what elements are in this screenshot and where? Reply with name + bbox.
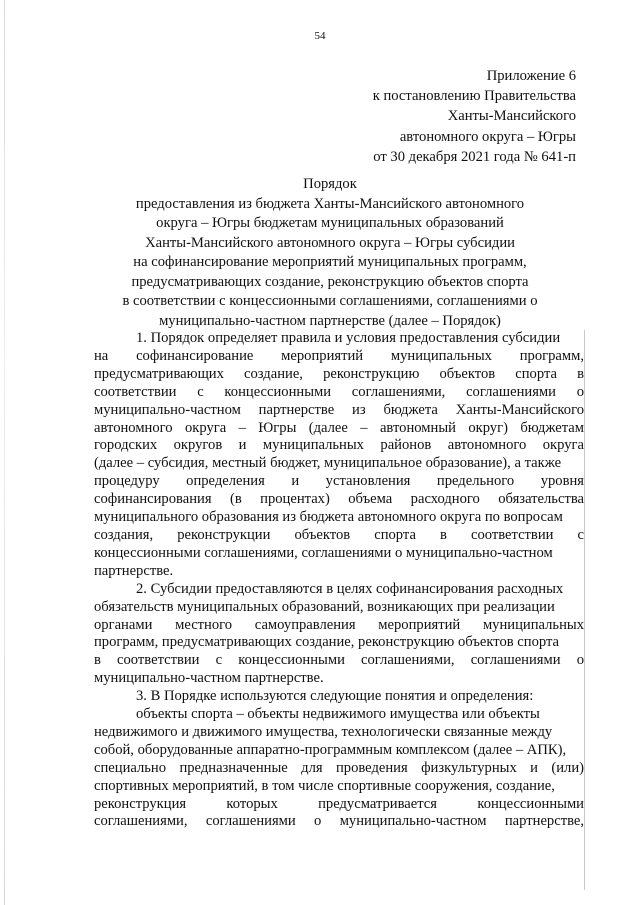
- text-line: органами местного самоуправления мероприятий муниципальных: [94, 616, 584, 633]
- title-line: Порядок: [303, 176, 357, 192]
- text-line: муниципально-частном партнерстве из бюджета Ханты-Мансийского: [94, 401, 584, 418]
- title-line: округа – Югры бюджетам муниципальных образований: [156, 215, 504, 231]
- text-line: автономного округа – Югры (далее – автономный округ) бюджетам: [94, 419, 584, 436]
- title-line: в соответствии с концессионными соглашениями, соглашениями о: [122, 293, 538, 309]
- title-line: на софинансирование мероприятий муниципальных программ,: [133, 254, 527, 270]
- appendix-line: Ханты-Мансийского: [447, 108, 576, 125]
- page-number: 54: [314, 30, 326, 42]
- document-title: [80, 175, 580, 331]
- text-line: 2. Субсидии предоставляются в целях софинансирования расходных: [136, 580, 564, 597]
- text-line: процедуру определения и установления предельного уровня: [94, 473, 584, 490]
- text-line: софинансирования (в процентах) объема расходного обязательства: [94, 491, 584, 508]
- text-line: муниципального образования из бюджета автономного округа по вопросам: [94, 509, 563, 526]
- appendix-line: от 30 декабря 2021 года № 641-п: [373, 148, 576, 165]
- text-line: концессионными соглашениями, соглашениями о муниципально-частном: [94, 544, 553, 561]
- title-line: предусматривающих создание, реконструкцию объектов спорта: [131, 273, 529, 290]
- text-line: объекты спорта – объекты недвижимого имущества или объекты: [136, 706, 540, 723]
- text-line: собой, оборудованные аппаратно-программным комплексом (далее – АПК),: [94, 741, 567, 758]
- text-line: предусматривающих создание, реконструкцию объектов спорта в: [94, 365, 584, 382]
- title-line: Ханты-Мансийского автономного округа – Югры субсидии: [145, 234, 515, 251]
- title-line: муниципально-частном партнерстве (далее – Порядок): [159, 312, 501, 329]
- text-line: в соответствии с концессионными соглашениями, соглашениями о: [94, 652, 584, 669]
- text-line: на софинансирование мероприятий муниципальных программ,: [94, 347, 584, 364]
- body-text: [94, 330, 584, 831]
- text-line: создания, реконструкции объектов спорта в соответствии с: [94, 526, 584, 543]
- text-line: партнерстве.: [94, 562, 174, 579]
- scan-edge-left: [4, 0, 5, 905]
- appendix-block: [373, 66, 576, 167]
- text-line: спортивных мероприятий, в том числе спортивные сооружения, создание,: [94, 777, 555, 794]
- text-line: 3. В Порядке используются следующие понятия и определения:: [136, 688, 534, 705]
- appendix-line: к постановлению Правительства: [372, 88, 576, 105]
- text-line: (далее – субсидия, местный бюджет, муниципальное образование), а также: [94, 455, 562, 472]
- text-line: специально предназначенные для проведения физкультурных и (или): [94, 759, 584, 776]
- paragraph-2: [94, 581, 584, 688]
- text-line: реконструкция которых предусматривается концессионными: [94, 795, 584, 812]
- text-line: соответствии с концессионными соглашениями, соглашениями о: [94, 383, 584, 400]
- appendix-line: Приложение 6: [486, 68, 576, 84]
- text-line: программ, предусматривающих создание, реконструкцию объектов спорта: [94, 634, 560, 651]
- text-line: недвижимого и движимого имущества, технологически связанные между: [94, 723, 553, 740]
- text-line: 1. Порядок определяет правила и условия предоставления субсидии: [136, 330, 561, 346]
- text-line: обязательств муниципальных образований, возникающих при реализации: [94, 598, 555, 615]
- text-line: соглашениями, соглашениями о муниципально-частном партнерстве,: [94, 813, 584, 830]
- text-line: муниципально-частном партнерстве.: [94, 670, 324, 687]
- scan-edge-right: [584, 330, 585, 890]
- appendix-line: автономного округа – Югры: [399, 128, 576, 145]
- title-line: предоставления из бюджета Ханты-Мансийского автономного: [135, 195, 525, 212]
- text-line: городских округов и муниципальных районов автономного округа: [94, 437, 584, 454]
- paragraph-3: [94, 688, 584, 831]
- paragraph-1: [94, 330, 584, 581]
